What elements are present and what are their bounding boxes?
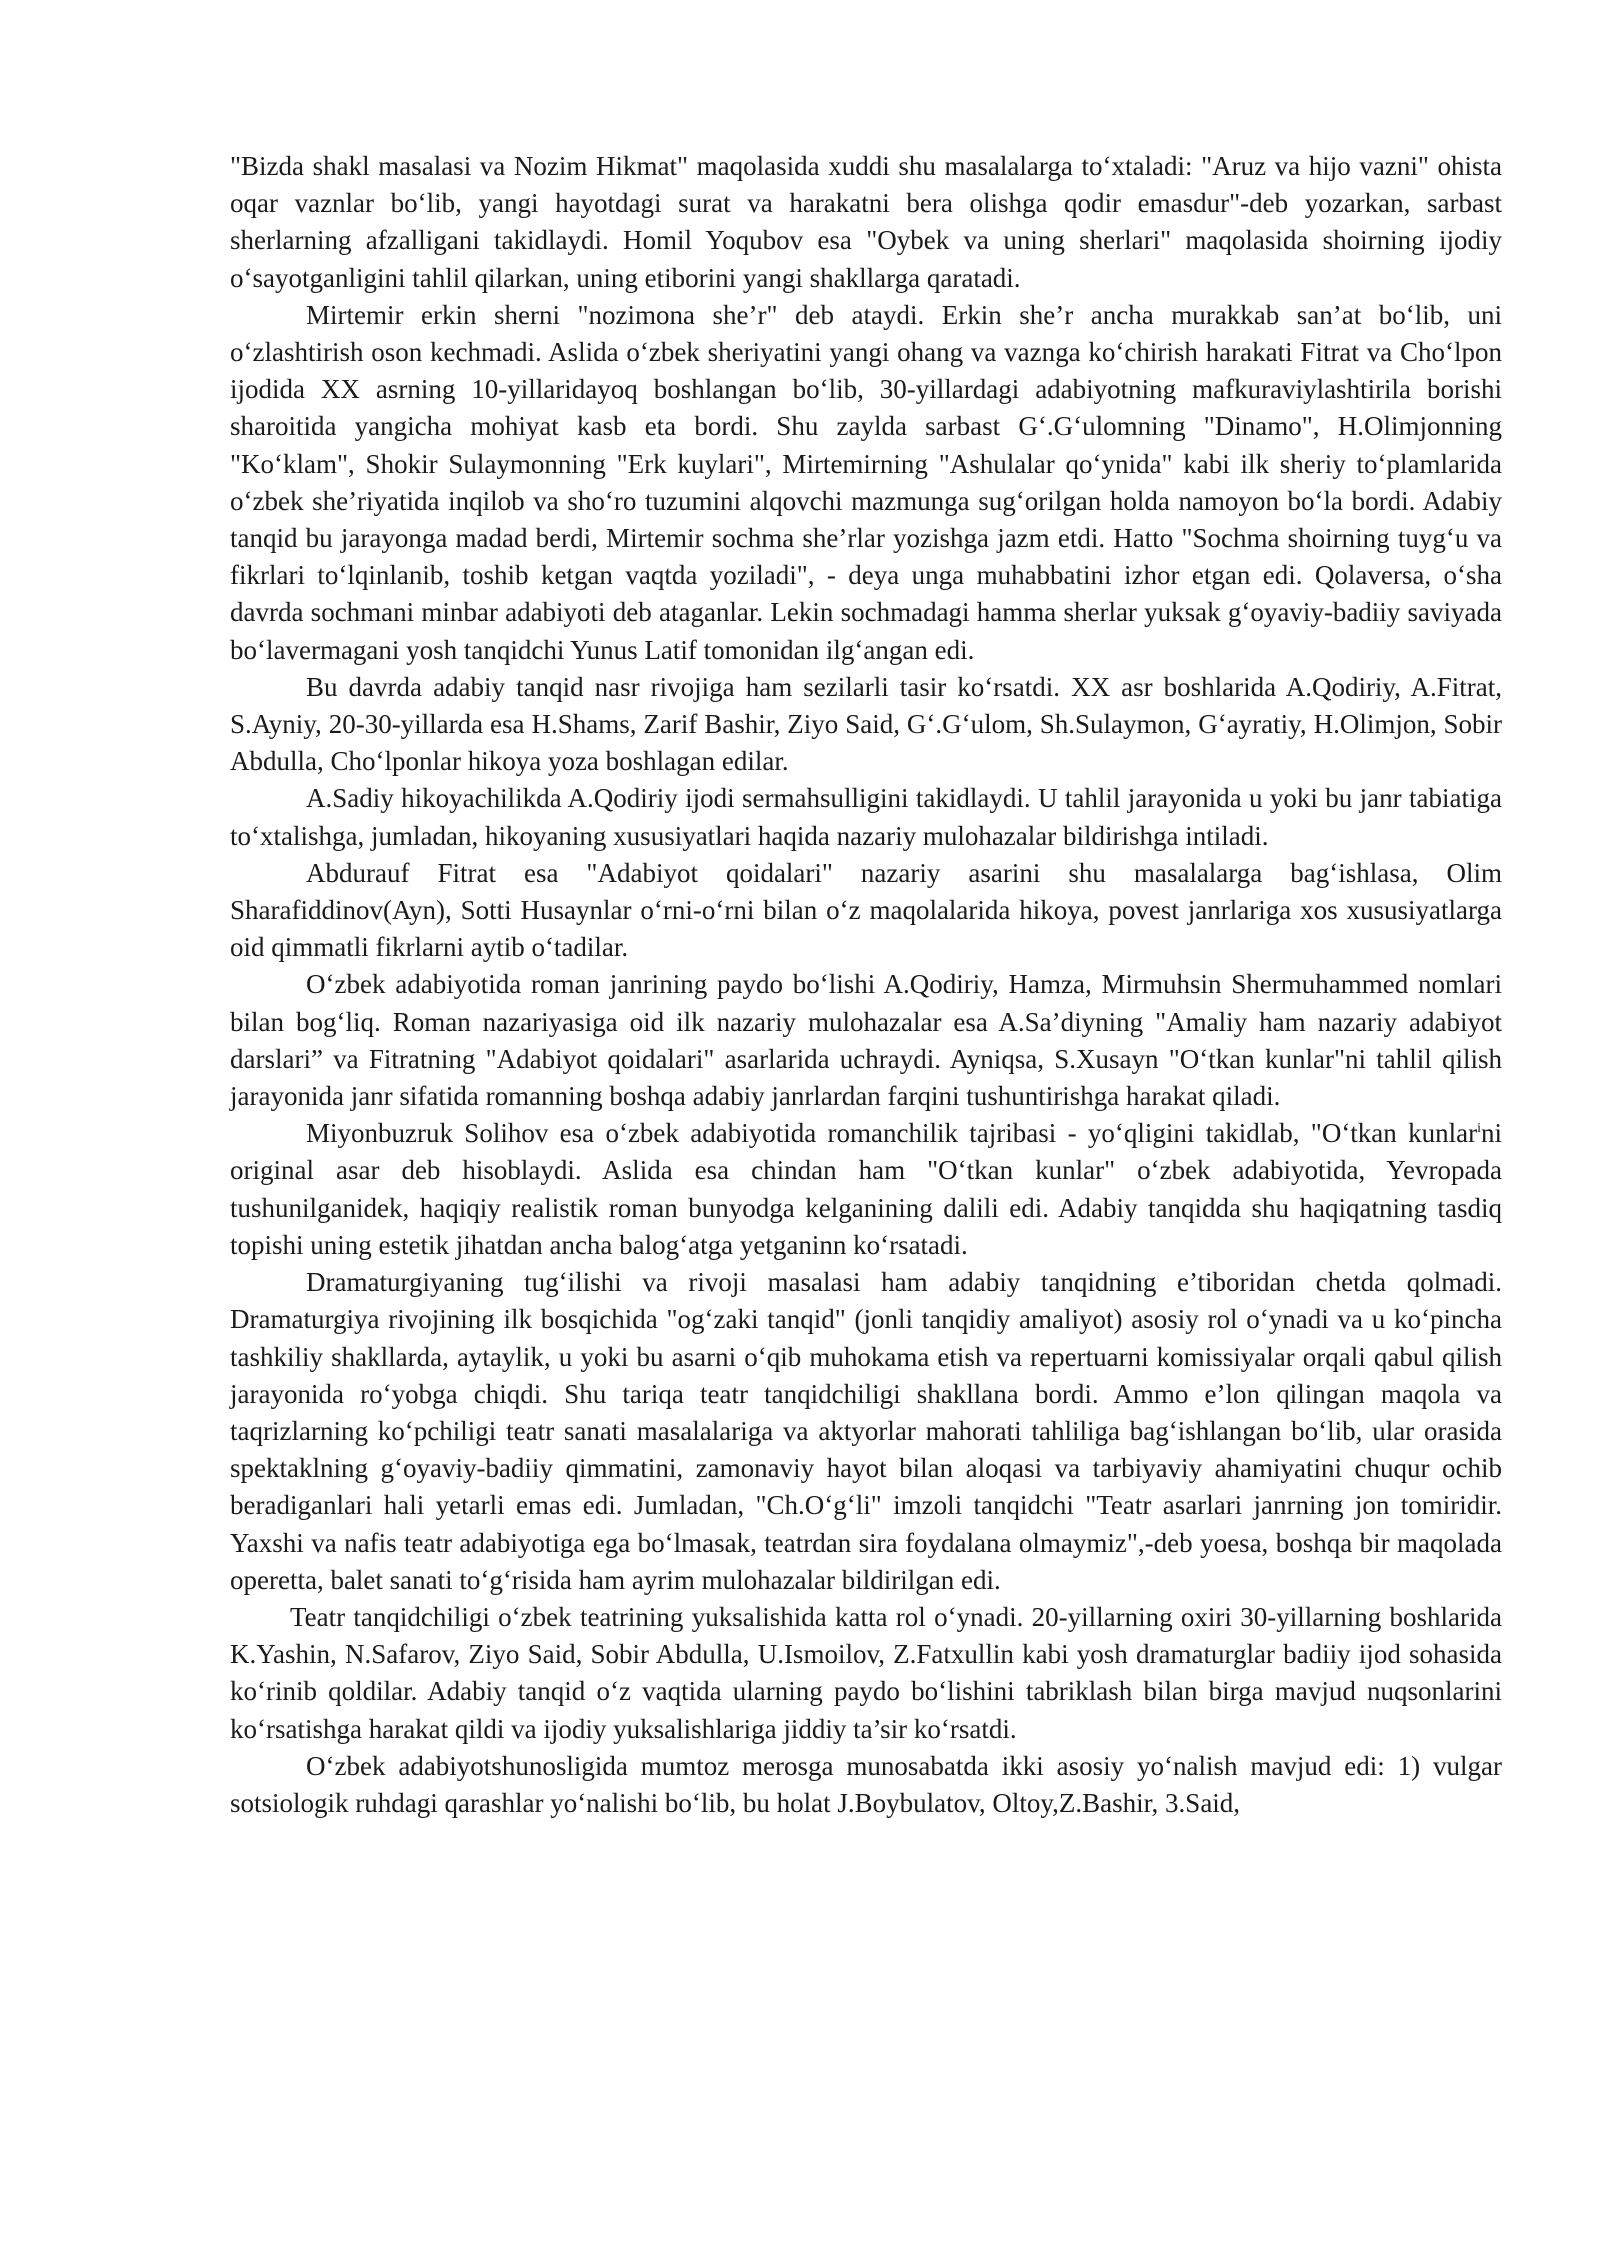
document-page	[230, 148, 1502, 1822]
paragraph-4: A.Sadiy hikoyachilikda A.Qodiriy ijodi sermahsulligini takidlaydi. U tahlil jarayonida u yoki bu janr tabiatiga toʻxtalishga, jumladan, hikoyaning xususiyatlari haqida nazariy mulohazalar bildirishga intiladi.	[230, 783, 1502, 851]
paragraph-3: Bu davrda adabiy tanqid nasr rivojiga ham sezilarli tasir koʻrsatdi. XX asr boshlarida A.Qodiriy, A.Fitrat, S.Ayniy, 20-30-yillarda esa H.Shams, Zarif Bashir, Ziyo Said, Gʻ.Gʻulom, Sh.Sulaymon, Gʻayratiy, H.Olimjon, Sobir Abdulla, Choʻlponlar hikoya yoza boshlagan edilar.	[230, 671, 1502, 777]
paragraph-7-part-2: ni original asar deb hisoblaydi. Aslida esa chindan ham "Oʻtkan kunlar" oʻzbek adabiyotida, Yevropada tushunilganidek, haqiqiy realistik roman bunyodga kelganining dalili edi. Adabiy tanqidda shu haqiqatning tasdiq topishi uning estetik jihatdan ancha balogʻatga yetganinn koʻrsatadi.	[230, 1118, 1502, 1260]
footnote-marker[interactable]: i	[1477, 1121, 1481, 1137]
paragraph-2: Mirtemir erkin sherni "nozimona she’r" deb ataydi. Erkin she’r ancha murakkab san’at boʻlib, uni oʻzlashtirish oson kechmadi. Aslida oʻzbek sheriyatini yangi ohang va vaznga koʻchirish harakati Fitrat va Choʻlpon ijodida XX asrning 10-yillaridayoq boshlangan boʻlib, 30-yillardagi adabiyotning mafkuraviylashtirila borishi sharoitida yangicha mohiyat kasb eta bordi. Shu zaylda sarbast Gʻ.Gʻulomning "Dinamo", H.Olimjonning "Koʻklam", Shokir Sulaymonning "Erk kuylari", Mirtemirning "Ashulalar qoʻynida" kabi ilk sheriy toʻplamlarida oʻzbek she’riyatida inqilob va shoʻro tuzumini alqovchi mazmunga sugʻorilgan holda namoyon boʻla bordi. Adabiy tanqid bu jarayonga madad berdi, Mirtemir sochma she’rlar yozishga jazm etdi. Hatto "Sochma shoirning tuygʻu va fikrlari toʻlqinlanib, toshib ketgan vaqtda yoziladi", - deya unga muhabbatini izhor etgan edi. Qolaversa, oʻsha davrda sochmani minbar adabiyoti deb ataganlar. Lekin sochmadagi hamma sherlar yuksak gʻoyaviy-badiiy saviyada boʻlavermagani yosh tanqidchi Yunus Latif tomonidan ilgʻangan edi.	[230, 299, 1502, 665]
paragraph-10: Oʻzbek adabiyotshunosligida mumtoz merosga munosabatda ikki asosiy yoʻnalish mavjud edi: 1) vulgar sotsiologik ruhdagi qarashlar yoʻnalishi boʻlib, bu holat J.Boybulatov, Oltoy,Z.Bashir, 3.Said,	[230, 1750, 1502, 1818]
paragraph-9: Teatr tanqidchiligi oʻzbek teatrining yuksalishida katta rol oʻynadi. 20-yillarning oxiri 30-yillarning boshlarida K.Yashin, N.Safarov, Ziyo Said, Sobir Abdulla, U.Ismoilov, Z.Fatxullin kabi yosh dramaturglar badiiy ijod sohasida koʻrinib qoldilar. Adabiy tanqid oʻz vaqtida ularning paydo boʻlishini tabriklash bilan birga mavjud nuqsonlarini koʻrsatishga harakat qildi va ijodiy yuksalishlariga jiddiy ta’sir koʻrsatdi.	[230, 1601, 1502, 1744]
paragraph-7-part-1: Miyonbuzruk Solihov esa oʻzbek adabiyotida romanchilik tajribasi - yoʻqligini takidlab, "Oʻtkan kunlar	[306, 1118, 1478, 1149]
paragraph-5: Abdurauf Fitrat esa "Adabiyot qoidalari" nazariy asarini shu masalalarga bagʻishlasa, Olim Sharafiddinov(Ayn), Sotti Husaynlar oʻrni-oʻrni bilan oʻz maqolalarida hikoya, povest janrlariga xos xususiyatlarga oid qimmatli fikrlarni aytib oʻtadilar.	[230, 857, 1502, 963]
paragraph-1: "Bizda shakl masalasi va Nozim Hikmat" maqolasida xuddi shu masalalarga toʻxtaladi: "Aruz va hijo vazni" ohista oqar vaznlar boʻlib, yangi hayotdagi surat va harakatni bera olishga qodir emasdur"-deb yozarkan, sarbast sherlarning afzalligani takidlaydi. Homil Yoqubov esa "Oybek va uning sherlari" maqolasida shoirning ijodiy oʻsayotganligini tahlil qilarkan, uning etiborini yangi shakllarga qaratadi.	[230, 151, 1502, 293]
paragraph-8: Dramaturgiyaning tugʻilishi va rivoji masalasi ham adabiy tanqidning e’tiboridan chetda qolmadi. Dramaturgiya rivojining ilk bosqichida "ogʻzaki tanqid" (jonli tanqidiy amaliyot) asosiy rol oʻynadi va u koʻpincha tashkiliy shakllarda, aytaylik, u yoki bu asarni oʻqib muhokama etish va repertuarni komissiyalar orqali qabul qilish jarayonida roʻyobga chiqdi. Shu tariqa teatr tanqidchiligi shakllana bordi. Ammo e’lon qilingan maqola va taqrizlarning koʻpchiligi teatr sanati masalalariga va aktyorlar mahorati tahliliga bagʻishlangan boʻlib, ular orasida spektaklning gʻoyaviy-badiiy qimmatini, zamonaviy hayot bilan aloqasi va tarbiyaviy ahamiyatini chuqur ochib beradiganlari hali yetarli emas edi. Jumladan, "Ch.Oʻgʻli" imzoli tanqidchi "Teatr asarlari janrning jon tomiridir. Yaxshi va nafis teatr adabiyotiga ega boʻlmasak, teatrdan sira foydalana olmaymiz",-deb yoesa, boshqa bir maqolada operetta, balet sanati toʻgʻrisida ham ayrim mulohazalar bildirilgan edi.	[230, 1267, 1502, 1595]
paragraph-6: Oʻzbek adabiyotida roman janrining paydo boʻlishi A.Qodiriy, Hamza, Mirmuhsin Shermuhammed nomlari bilan bogʻliq. Roman nazariyasiga oid ilk nazariy mulohazalar esa A.Sa’diyning "Amaliy ham nazariy adabiyot darslari” va Fitratning "Adabiyot qoidalari" asarlarida uchraydi. Ayniqsa, S.Xusayn "Oʻtkan kunlar"ni tahlil qilish jarayonida janr sifatida romanning boshqa adabiy janrlardan farqini tushuntirishga harakat qiladi.	[230, 969, 1502, 1112]
paragraph-7	[230, 1115, 1502, 1264]
